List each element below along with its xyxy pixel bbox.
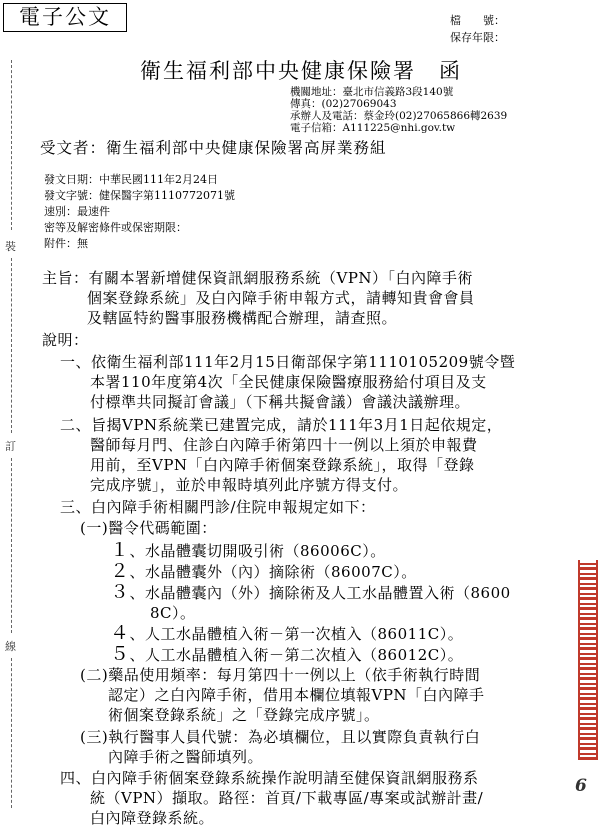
subject-line: 及轄區特約醫事服務機構配合辦理，請查照。 <box>87 309 398 327</box>
code-item <box>110 623 511 644</box>
sub-item-line: (一)醫令代碼範圍： <box>80 519 217 537</box>
binding-mark-top: 裝 <box>5 240 16 253</box>
archive-file-no: 檔 號： <box>450 14 505 27</box>
code-item <box>110 540 511 561</box>
contact-block <box>290 86 507 134</box>
explain-item-1 <box>60 352 515 412</box>
contact-email: 電子信箱：A111225@nhi.gov.tw <box>290 122 456 134</box>
code-item <box>110 582 511 603</box>
item-line: 三、白內障手術相關門診/住院申報規定如下： <box>60 498 376 516</box>
subject-line: 個案登錄系統」及白內障手術申報方式，請轉知貴會會員 <box>87 289 475 307</box>
sub-item-line: 內障手術之醫師填列。 <box>108 748 264 766</box>
subject <box>42 268 475 328</box>
binding-dash-line <box>11 458 12 633</box>
code-text: 、人工水晶體植入術－第一次植入（86011C）。 <box>129 625 464 643</box>
code-item <box>110 561 511 582</box>
sub-item-line: (二)藥品使用頻率：每月第四十一例以上（依手術執行時間 <box>80 666 481 684</box>
code-number: ４ <box>110 622 130 644</box>
binding-mark-bottom: 線 <box>5 640 16 653</box>
item-line: 白內障登錄系統。 <box>90 809 215 827</box>
binding-dash-line <box>11 258 12 433</box>
item-line: 完成序號」，並於申報時填列此序號方得支付。 <box>90 476 409 494</box>
explain-item-2 <box>60 415 502 495</box>
document-title: 衛生福利部中央健康保險署 函 <box>140 59 462 83</box>
contact-fax: 傳真：(02)27069043 <box>290 98 397 110</box>
binding-mark-middle: 訂 <box>5 440 16 453</box>
code-number: ２ <box>110 560 130 582</box>
code-item <box>110 644 511 665</box>
item-line: 四、白內障手術個案登錄系統操作說明請至健保資訊網服務系 <box>60 769 479 787</box>
vertical-barcode-seal <box>578 560 598 760</box>
meta-block <box>44 172 235 252</box>
item-line: 醫師每月門、住診白內障手術第四十一例以上須於申報費 <box>90 436 478 454</box>
recipient: 受文者：衛生福利部中央健康保險署高屏業務組 <box>40 139 387 157</box>
meta-speed: 速別：最速件 <box>44 205 110 218</box>
code-number: １ <box>110 539 130 561</box>
meta-secrecy: 密等及解密條件或保密期限： <box>44 221 187 234</box>
item-line: 二、旨揭VPN系統業已建置完成，請於111年3月1日起依規定， <box>60 416 503 434</box>
meta-attachment: 附件：無 <box>44 237 88 250</box>
contact-address: 機關地址：臺北市信義路3段140號 <box>290 86 454 98</box>
code-number: ３ <box>110 581 130 603</box>
archive-retention: 保存年限： <box>450 31 505 44</box>
sub-item-line: 術個案登錄系統」之「登錄完成序號」。 <box>108 706 380 724</box>
explain-item-4 <box>60 768 483 828</box>
electronic-document-stamp: 電子公文 <box>3 3 127 32</box>
item-line: 付標準共同擬訂會議」（下稱共擬會議）會議決議辦理。 <box>90 393 471 411</box>
item-line: 統（VPN）擷取。路徑：首頁/下載專區/專案或試辦計畫/ <box>90 789 484 807</box>
item-line: 一、依衛生福利部111年2月15日衛部保字第1110105209號令暨 <box>60 353 516 371</box>
meta-number: 發文字號：健保醫字第1110772071號 <box>44 189 235 202</box>
code-text: 8C）。 <box>150 604 196 622</box>
item-line: 本署110年度第4次「全民健康保險醫療服務給付項目及支 <box>90 373 487 391</box>
explain-label: 說明： <box>42 331 89 349</box>
page-mark: 6 <box>575 776 587 796</box>
code-item <box>110 603 511 623</box>
sub-item-3 <box>80 727 480 767</box>
code-text: 、水晶體囊切開吸引術（86006C）。 <box>129 542 386 560</box>
item-line: 用前，至VPN「白內障手術個案登錄系統」，取得「登錄 <box>90 456 475 474</box>
binding-dash-line <box>11 658 12 808</box>
sub-item-2 <box>80 665 485 725</box>
sub-item-line: 認定）之白內障手術，借用本欄位填報VPN「白內障手 <box>108 686 485 704</box>
contact-person: 承辦人及電話：蔡金玲(02)27065866轉2639 <box>290 110 508 122</box>
sub-item-1 <box>80 518 217 538</box>
subject-line: 主旨：有關本署新增健保資訊網服務系統（VPN）「白內障手術 <box>42 269 474 287</box>
code-text: 、水晶體囊內（外）摘除術及人工水晶體置入術（8600 <box>129 584 511 602</box>
code-list <box>110 540 511 665</box>
code-text: 、水晶體囊外（內）摘除術（86007C）。 <box>129 563 417 581</box>
meta-date: 發文日期：中華民國111年2月24日 <box>44 173 218 186</box>
binding-dash-line <box>11 60 12 230</box>
code-text: 、人工水晶體植入術－第二次植入（86012C）。 <box>129 646 464 664</box>
code-number: ５ <box>110 643 130 665</box>
explain-item-3 <box>60 497 376 517</box>
sub-item-line: (三)執行醫事人員代號：為必填欄位，且以實際負責執行白 <box>80 728 481 746</box>
